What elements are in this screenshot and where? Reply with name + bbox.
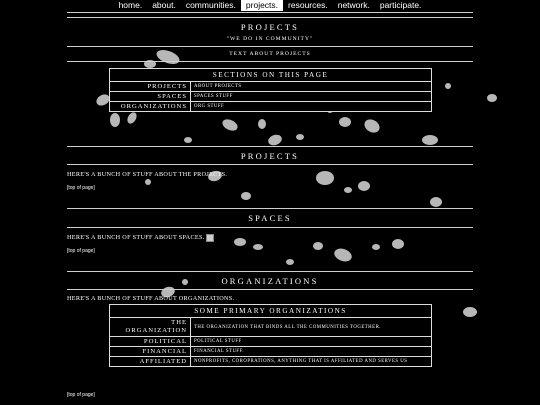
nav-item-about[interactable]: about.: [152, 0, 176, 10]
org-key: POLITICAL: [110, 337, 191, 347]
organizations-heading: ORGANIZATIONS: [221, 276, 319, 286]
top-nav: [0, 0, 540, 11]
broken-image-icon: [206, 234, 214, 242]
section-desc: SPACES STUFF: [191, 92, 432, 102]
projects-heading: PROJECTS: [240, 151, 300, 161]
nav-item-resources[interactable]: resources.: [288, 0, 328, 10]
divider: [67, 164, 473, 165]
table-row: [110, 337, 432, 347]
org-key: AFFILIATED: [110, 357, 191, 367]
table-row: [110, 347, 432, 357]
page-tagline: "WE DO IN COMMUNITY": [226, 36, 314, 42]
spaces-heading: SPACES: [248, 213, 292, 223]
top-of-page-link[interactable]: [top of page]: [67, 185, 95, 191]
divider: [67, 146, 473, 147]
organizations-text: HERE'S A BUNCH OF STUFF ABOUT ORGANIZATIONS.: [67, 295, 235, 302]
section-link-spaces[interactable]: SPACES: [110, 92, 191, 102]
projects-text: HERE'S A BUNCH OF STUFF ABOUT THE PROJECTS.: [67, 171, 228, 178]
divider: [67, 46, 473, 47]
org-desc: POLITICAL STUFF: [191, 337, 432, 347]
divider: [67, 61, 473, 62]
organizations-table: [109, 304, 432, 367]
section-link-organizations[interactable]: ORGANIZATIONS: [110, 102, 191, 112]
nav-item-home[interactable]: home.: [118, 0, 143, 10]
divider: [67, 12, 473, 13]
org-desc: NONPROFITS, COROPRATIONS, ANYTHING THAT IS AFFILIATED AND SERVES US: [191, 357, 432, 367]
table-row[interactable]: [110, 92, 432, 102]
table-row: [110, 318, 432, 337]
divider: [67, 17, 473, 18]
nav-item-projects[interactable]: projects.: [241, 0, 283, 11]
spaces-text: HERE'S A BUNCH OF STUFF ABOUT SPACES.: [67, 234, 205, 241]
nav-item-network[interactable]: network.: [337, 0, 370, 10]
table-row: [110, 357, 432, 367]
org-key: THE ORGANIZATION: [110, 318, 191, 337]
org-key: FINANCIAL: [110, 347, 191, 357]
section-link-projects[interactable]: PROJECTS: [110, 82, 191, 92]
table-row[interactable]: [110, 82, 432, 92]
nav-item-participate[interactable]: participate.: [379, 0, 422, 10]
divider: [67, 271, 473, 272]
org-desc: FINANCIAL STUFF.: [191, 347, 432, 357]
organizations-table-title: SOME PRIMARY ORGANIZATIONS: [110, 305, 432, 318]
table-row[interactable]: [110, 102, 432, 112]
page-intro: TEXT ABOUT PROJECTS: [229, 51, 311, 57]
top-of-page-link[interactable]: [top of page]: [67, 392, 95, 398]
org-desc: THE ORGANIZATION THAT BINDS ALL THE COMMUNITIES TOGETHER.: [191, 318, 432, 337]
divider: [67, 289, 473, 290]
sections-table-title: SECTIONS ON THIS PAGE: [110, 69, 432, 82]
top-of-page-link[interactable]: [top of page]: [67, 248, 95, 254]
section-desc: ABOUT PROJECTS: [191, 82, 432, 92]
divider: [67, 208, 473, 209]
spaces-text-line: [67, 234, 214, 242]
section-desc: ORG STUFF: [191, 102, 432, 112]
page-title: PROJECTS: [240, 22, 300, 32]
divider: [67, 227, 473, 228]
sections-table: [109, 68, 432, 112]
nav-item-communities[interactable]: communities.: [185, 0, 236, 10]
